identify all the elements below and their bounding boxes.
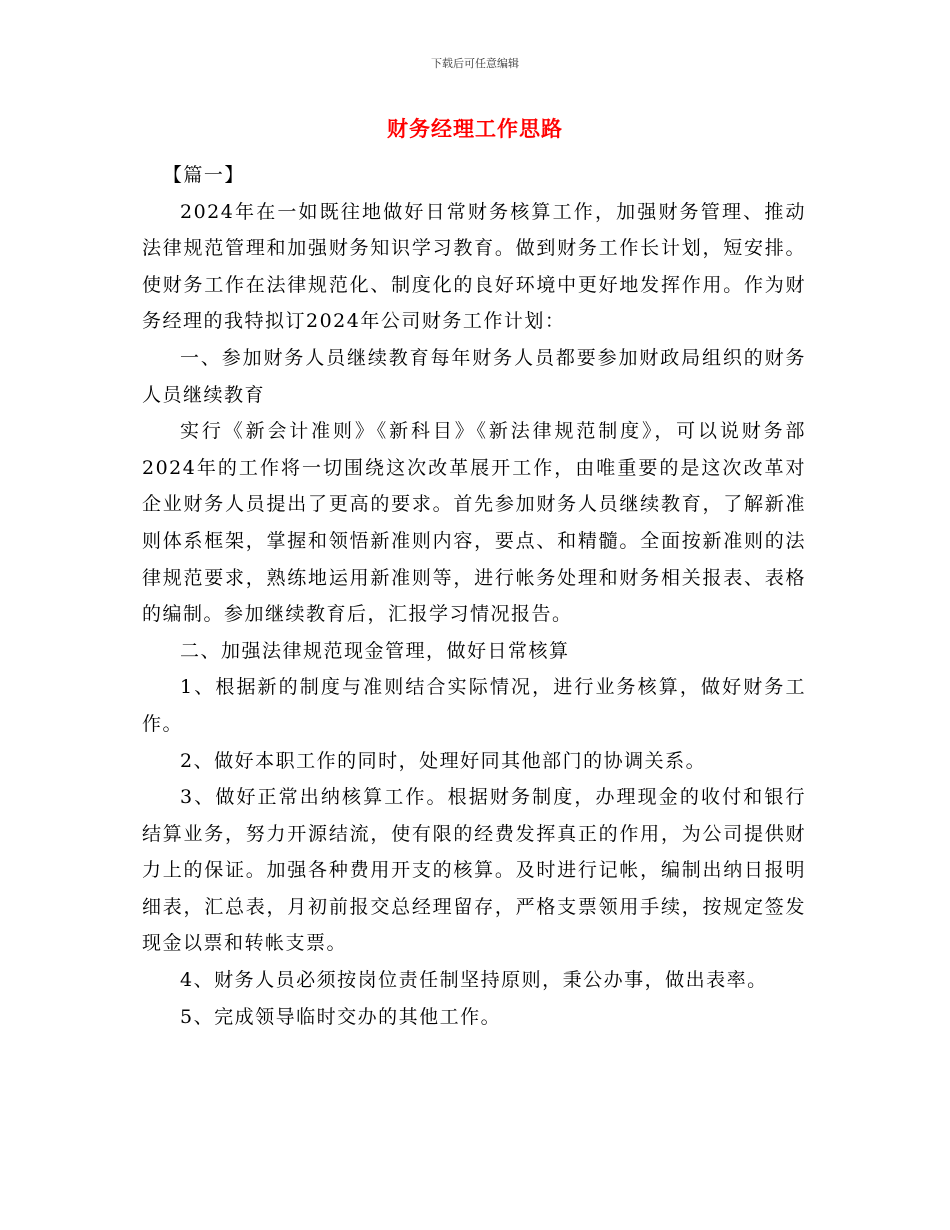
paragraph-item-5: 5、完成领导临时交办的其他工作。 [180,1005,502,1028]
document-body [142,157,806,1035]
document-title: 财务经理工作思路 [387,116,563,141]
paragraph-heading-1: 一、参加财务人员继续教育每年财务人员都要参加财政局组织的财务人员继续教育 [142,346,806,406]
paragraph-heading-2: 二、加强法律规范现金管理，做好日常核算 [180,639,570,662]
paragraph-new-standards: 实行《新会计准则》《新科目》《新法律规范制度》，可以说财务部2024年的工作将一切围绕这次改革展开工作，由唯重要的是这次改革对企业财务人员提出了更高的要求。首先参加财务人员继续教育，了解新准则体系框架，掌握和领悟新准则内容，要点、和精髓。全面按新准则的法律规范要求，熟练地运用新准则等，进行帐务处理和财务相关报表、表格的编制。参加继续教育后，汇报学习情况报告。 [142,420,806,626]
paragraph-item-4: 4、财务人员必须按岗位责任制坚持原则，秉公办事，做出表率。 [180,969,768,992]
page-header-note: 下载后可任意编辑 [431,57,519,70]
paragraph-intro: 2024年在一如既往地做好日常财务核算工作，加强财务管理、推动法律规范管理和加强财务知识学习教育。做到财务工作长计划，短安排。使财务工作在法律规范化、制度化的良好环境中更好地发挥作用。作为财务经理的我特拟订2024年公司财务工作计划： [142,200,806,333]
paragraph-item-1: 1、根据新的制度与准则结合实际情况，进行业务核算，做好财务工作。 [142,676,806,735]
section-label: 【篇一】 [162,164,245,186]
paragraph-item-3: 3、做好正常出纳核算工作。根据财务制度，办理现金的收付和银行结算业务，努力开源结流，使有限的经费发挥真正的作用，为公司提供财力上的保证。加强各种费用开支的核算。及时进行记帐，编制出纳日报明细表，汇总表，月初前报交总经理留存，严格支票领用手续，按规定签发现金以票和转帐支票。 [142,786,806,955]
paragraph-item-2: 2、做好本职工作的同时，处理好同其他部门的协调关系。 [180,749,707,772]
